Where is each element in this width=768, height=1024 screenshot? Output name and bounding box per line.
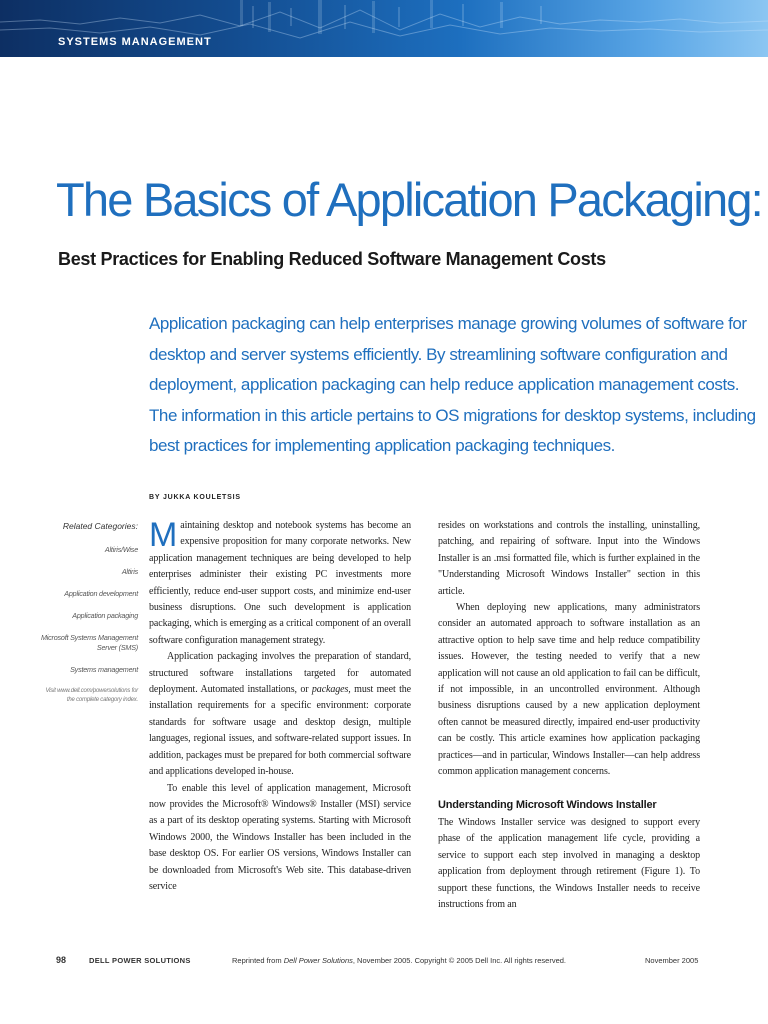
category-link-altiris-wise[interactable]: Altiris/Wise <box>104 545 138 554</box>
emphasis-text: packages, <box>311 684 351 696</box>
intro-line: Application packaging can help enterprises manage growing volumes of software for <box>149 314 747 333</box>
category-index-note: Visit www.dell.com/powersolutions for the complete category index. <box>45 688 138 703</box>
body-paragraph: The Windows Installer service was designed to support every phase of the application management life cycle, providing a service to support each step involved in managing a desktop application from deployment through retirement (Figure 1). To support these functions, the Windows Installer needs to receive instructions from an <box>438 816 700 910</box>
category-link-application-packaging[interactable]: Application packaging <box>72 611 138 620</box>
reprint-prefix: Reprinted from <box>232 956 284 965</box>
paragraph-text: aintaining desktop and notebook systems has become an expensive proposition for many corporate networks. New application management techniques are being developed to help enterprises administer their existing PC investments more efficiently, reduce end-user support costs, and minimize end-user business disruptions. One such development is application packaging, which is emerging as a critical component of an overall software configuration management strategy. <box>149 520 411 646</box>
related-categories-sidebar <box>40 521 138 704</box>
category-link-altiris[interactable]: Altiris <box>121 567 138 576</box>
intro-line: The information in this article pertains to OS migrations for desktop systems, including <box>149 405 756 425</box>
reprint-notice <box>232 956 566 965</box>
sidebar-heading: Related Categories: <box>62 521 138 531</box>
reprint-publication: Dell Power Solutions <box>283 956 353 965</box>
body-paragraph: To enable this level of application management, Microsoft now provides the Microsoft® Windows® Installer (MSI) service as a part of its desktop operating systems. Starting with Microsoft Windows 2000, the Windows Installer has been included in the base desktop OS. For earlier OS versions, Windows Installer can be downloaded from Microsoft's Web site. This database-driven service <box>149 782 411 892</box>
intro-line: desktop and server systems efficiently. By streamlining software configuration and <box>149 344 728 364</box>
page-footer <box>0 955 768 969</box>
article-subtitle: Best Practices for Enabling Reduced Software Management Costs <box>58 249 606 269</box>
body-column-right <box>438 518 700 913</box>
category-link-application-development[interactable]: Application development <box>64 589 138 598</box>
section-heading: Understanding Microsoft Windows Installer <box>438 798 657 811</box>
drop-cap: M <box>149 516 178 554</box>
banner-waveform-graphic <box>0 0 768 57</box>
article-intro <box>149 309 756 462</box>
section-label: SYSTEMS MANAGEMENT <box>58 36 212 48</box>
intro-line: best practices for implementing application packaging techniques. <box>149 436 615 455</box>
article-title: The Basics of Application Packaging: <box>56 173 762 226</box>
body-paragraph <box>149 518 411 649</box>
issue-date: November 2005 <box>645 956 699 965</box>
publication-name: DELL POWER SOLUTIONS <box>89 956 191 965</box>
body-paragraph <box>149 649 411 780</box>
body-column-left <box>149 518 411 895</box>
category-link-microsoft-sms[interactable]: Microsoft Systems Management Server (SMS) <box>40 633 138 652</box>
paragraph-text: Application packaging involves the preparation of standard, structured software installations targeted for automated deployment. Automated installations, or <box>149 651 411 696</box>
category-link-systems-management[interactable]: Systems management <box>70 665 138 674</box>
body-paragraph: When deploying new applications, many administrators consider an automated approach to software installation as an attractive option to help save time and help reduce compatibility issues. However, the testing needed to verify that a new application will not cause an old application to fail can be difficult, if not impossible, in an uncontrolled environment. Although business disruptions caused by a new application deployment often cannot be measured directly, impaired end-user productivity can be costly. This article examines how application packaging practices—and in particular, Windows Installer—can help address common application management concerns. <box>438 602 700 778</box>
reprint-suffix: , November 2005. Copyright © 2005 Dell Inc. All rights reserved. <box>352 956 567 965</box>
paragraph-text: must meet the installation requirements for a specific environment: corporate standards for software usage and desktop design, multiple languages, regional issues, and software-related support issues. In addition, packages must be prepared for both commercial software and applications developed in-house. <box>149 684 411 778</box>
intro-line: deployment, application packaging can help reduce application management costs. <box>149 375 740 394</box>
header-banner <box>0 0 768 57</box>
author-byline: BY JUKKA KOULETSIS <box>149 494 241 501</box>
page-number: 98 <box>56 955 67 965</box>
body-paragraph: resides on workstations and controls the installing, uninstalling, patching, and repairing of software. Input into the Windows Installer is an .msi formatted file, which is further explained in the "Understanding Microsoft Windows Installer" section in this article. <box>438 520 700 597</box>
